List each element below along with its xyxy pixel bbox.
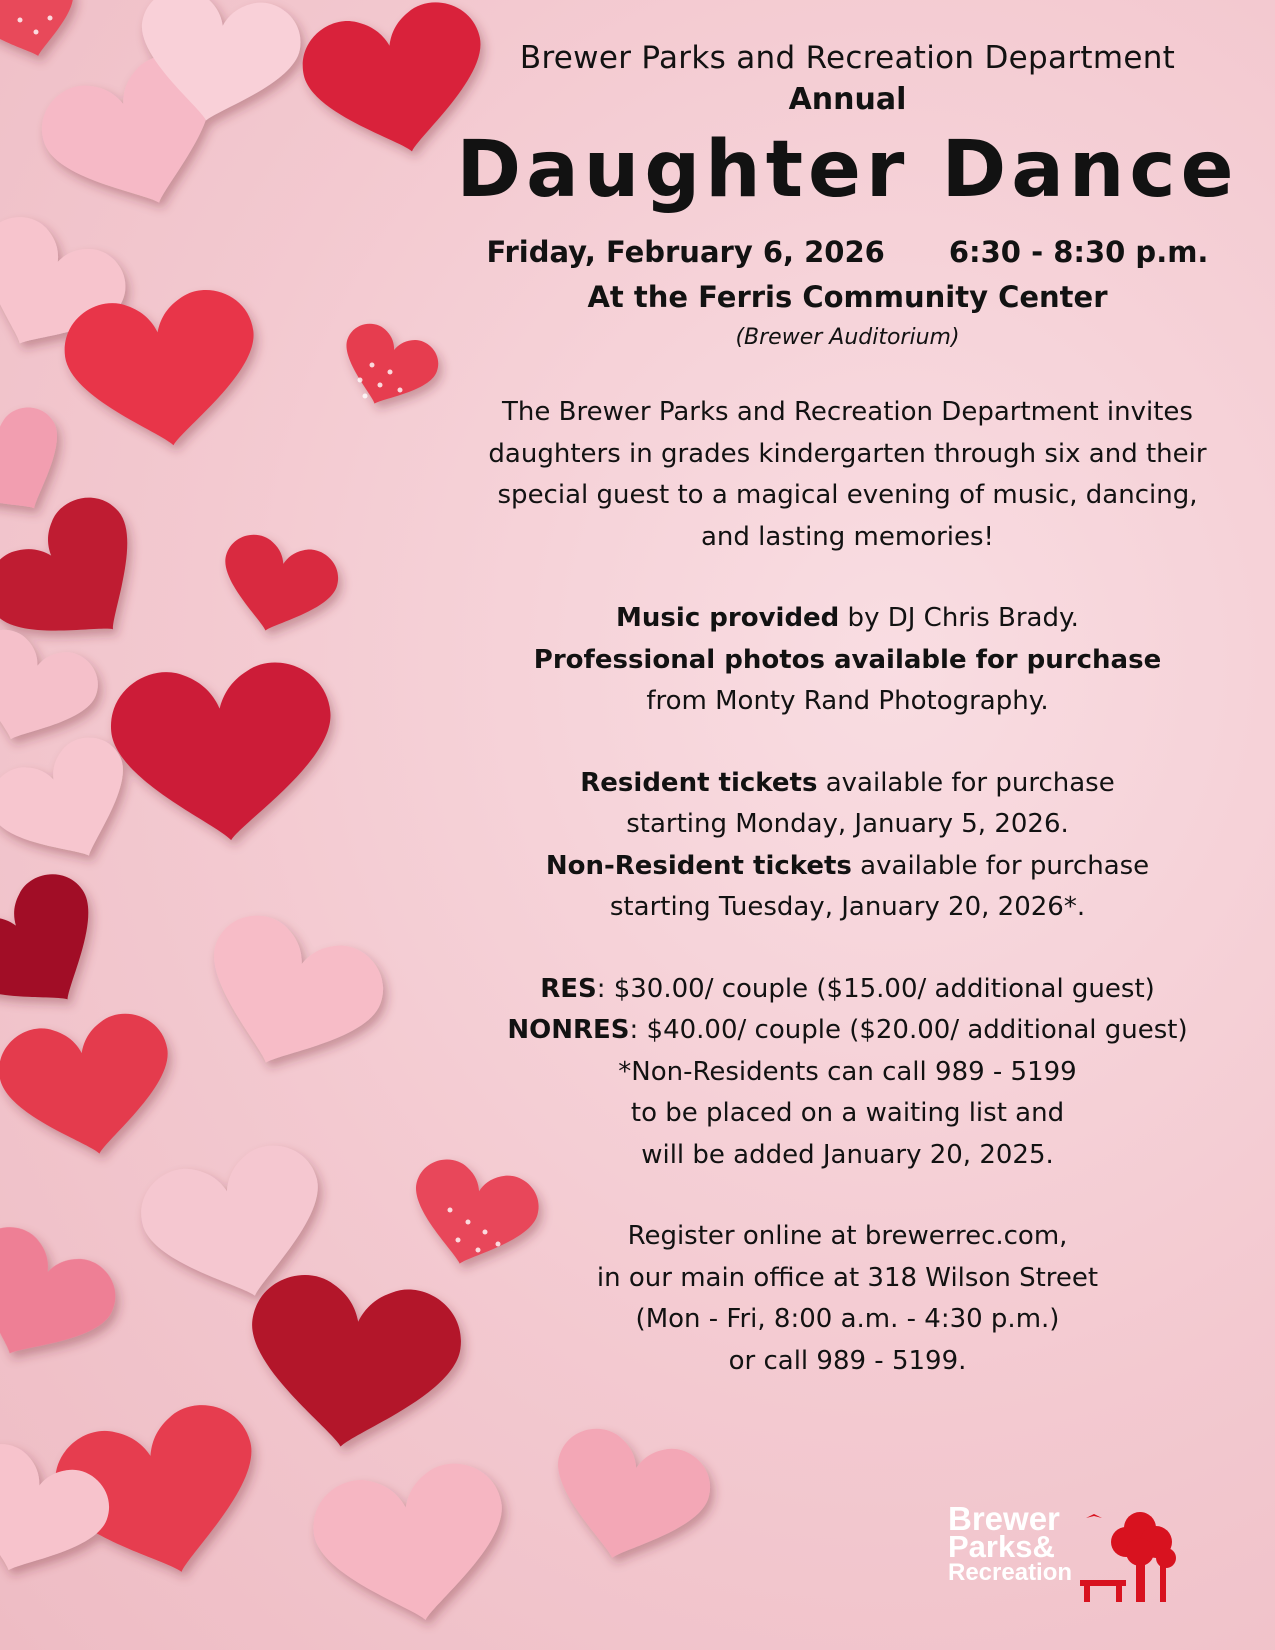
invite-paragraph	[450, 392, 1245, 558]
invite-line: daughters in grades kindergarten through six and their	[488, 438, 1207, 469]
heart-icon	[59, 284, 268, 459]
pricing-paragraph	[450, 969, 1245, 1177]
res-price: : $30.00/ couple ($15.00/ additional guest)	[596, 973, 1155, 1004]
invite-line: The Brewer Parks and Recreation Department invites	[502, 397, 1193, 427]
heart-icon	[0, 1215, 128, 1385]
photos-label: Professional photos available for purchase	[533, 644, 1162, 675]
heart-icon	[0, 0, 87, 69]
nonres-label: NONRES	[507, 1015, 630, 1045]
register-line: or call 989 - 5199.	[728, 1345, 967, 1376]
event-date: Friday, February 6, 2026	[486, 235, 885, 269]
logo-line-3: Recreation	[948, 1559, 1073, 1586]
nonres-price: : $40.00/ couple ($20.00/ additional guest)	[629, 1015, 1188, 1045]
event-title: Daughter Dance	[456, 125, 1239, 215]
logo-text	[948, 1500, 1073, 1588]
res-label: RES	[540, 973, 597, 1004]
event-room: (Brewer Auditorium)	[735, 325, 960, 350]
annual-label: Annual	[788, 82, 907, 117]
nonresident-start: starting Tuesday, January 20, 2026*.	[609, 892, 1086, 922]
photos-detail: from Monty Rand Photography.	[646, 686, 1049, 716]
music-label: Music provided	[616, 603, 840, 633]
tickets-paragraph	[450, 763, 1245, 929]
nonresident-detail: available for purchase	[851, 850, 1150, 881]
brewer-parks-logo	[948, 1500, 1198, 1604]
heart-icon	[184, 903, 396, 1092]
logo-line-1: Brewer	[948, 1500, 1060, 1537]
event-time: 6:30 - 8:30 p.m.	[948, 235, 1209, 269]
event-datetime	[450, 230, 1245, 274]
invite-line: and lasting memories!	[701, 521, 994, 552]
extras-paragraph	[450, 598, 1245, 723]
heart-icon	[330, 317, 445, 420]
resident-label: Resident tickets	[580, 767, 818, 798]
nonresident-label: Non-Resident tickets	[545, 850, 852, 881]
flyer-content	[450, 36, 1245, 1382]
heart-icon	[306, 1456, 519, 1636]
event-location: At the Ferris Community Center	[587, 280, 1108, 314]
logo-line-2: Parks&	[948, 1529, 1055, 1564]
register-line: (Mon - Fri, 8:00 a.m. - 4:30 p.m.)	[635, 1304, 1060, 1334]
resident-start: starting Monday, January 5, 2026.	[626, 809, 1069, 839]
music-detail: by DJ Chris Brady.	[839, 603, 1079, 633]
heart-icon	[0, 1007, 183, 1168]
tree-bench-icon	[1078, 1504, 1188, 1604]
waitlist-note: will be added January 20, 2025.	[641, 1139, 1054, 1170]
department-name: Brewer Parks and Recreation Department	[519, 40, 1176, 76]
register-paragraph	[450, 1216, 1245, 1382]
register-line: Register online at brewerrec.com,	[627, 1221, 1068, 1251]
heart-icon	[237, 1268, 468, 1461]
resident-detail: available for purchase	[817, 767, 1115, 798]
heart-icon	[0, 860, 129, 1043]
register-line: in our main office at 318 Wilson Street	[596, 1262, 1099, 1293]
waitlist-note: to be placed on a waiting list and	[630, 1098, 1065, 1128]
heart-icon	[210, 528, 345, 645]
invite-line: special guest to a magical evening of music, dancing,	[497, 480, 1198, 510]
heart-icon	[537, 1420, 718, 1578]
waitlist-note: *Non-Residents can call 989 - 5199	[618, 1056, 1077, 1087]
heart-icon	[106, 658, 340, 850]
